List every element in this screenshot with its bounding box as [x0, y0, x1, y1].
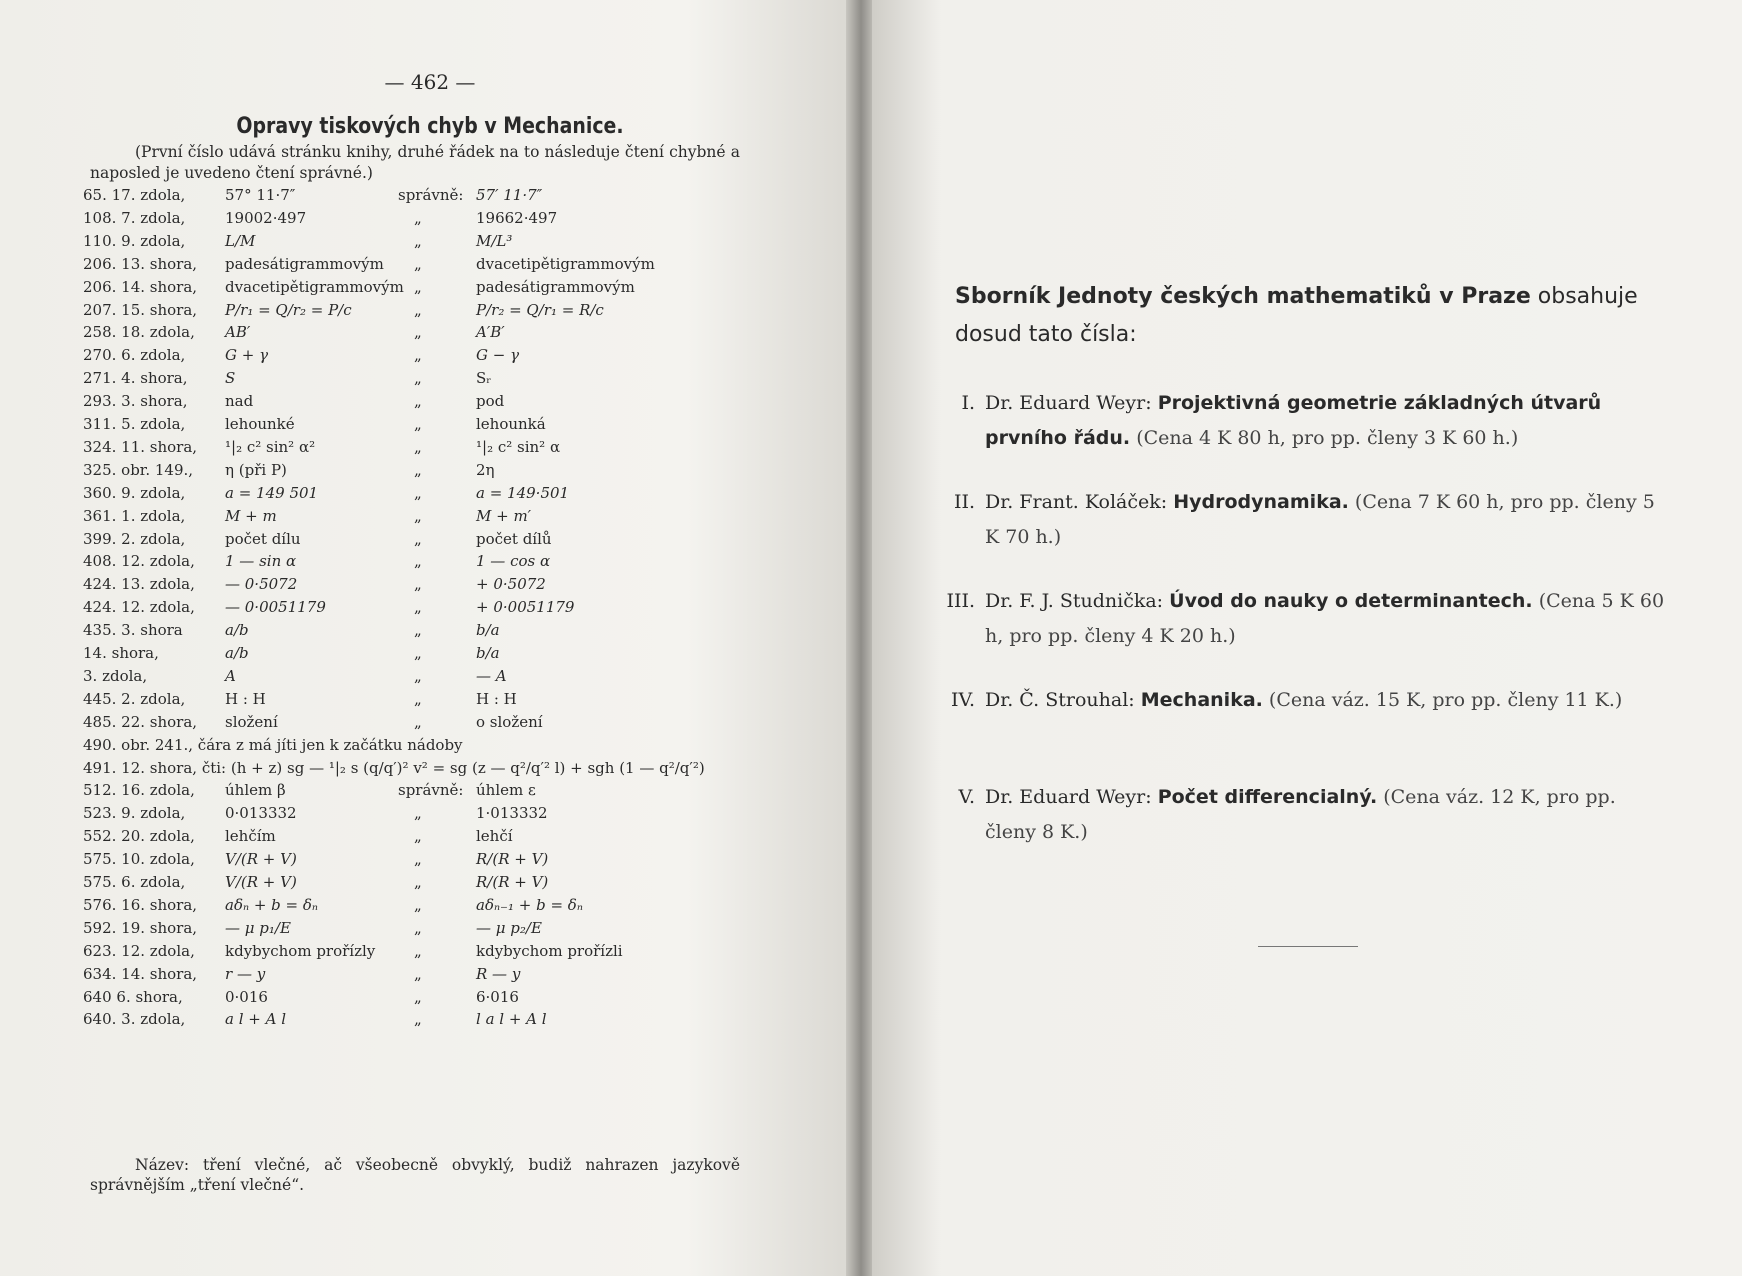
errata-mark: „: [414, 804, 422, 823]
left-page: [0, 0, 860, 1276]
errata-mark: „: [414, 850, 422, 869]
errata-correct: A′B′: [476, 323, 505, 342]
errata-correct: 1·013332: [476, 804, 548, 823]
errata-wrong: ¹|₂ c² sin² α²: [225, 437, 316, 456]
errata-row: [0, 988, 860, 1010]
errata-correct: R — y: [476, 964, 521, 983]
errata-mark: „: [414, 689, 422, 708]
errata-mark: „: [414, 529, 422, 548]
errata-correct: 19662·497: [476, 208, 558, 227]
publication-number: III.: [946, 590, 975, 612]
publication-price: (Cena 4 K 80 h, pro pp. členy 3 K 60 h.): [1136, 427, 1519, 449]
errata-correct: 6·016: [476, 987, 519, 1006]
errata-row: [0, 484, 860, 506]
page-number: — 462 —: [384, 70, 476, 94]
publication-author: Dr. Eduard Weyr:: [985, 392, 1152, 414]
errata-mark: „: [414, 231, 422, 250]
errata-row: [0, 278, 860, 300]
errata-wrong: 57° 11·7″: [225, 186, 296, 204]
errata-wrong: L/M: [225, 231, 256, 250]
publication-number: II.: [953, 491, 975, 513]
errata-location: 523. 9. zdola,: [83, 804, 186, 823]
errata-row: [0, 461, 860, 483]
errata-row: [0, 507, 860, 529]
errata-wrong: V/(R + V): [225, 850, 297, 869]
errata-location: 271. 4. shora,: [83, 369, 188, 388]
errata-correct: dvacetipětigrammovým: [476, 254, 655, 273]
publication-price: (Cena váz. 12 K, pro pp. členy 8 K.): [985, 786, 1616, 843]
page-title: Opravy tiskových chyb v Mechanice.: [236, 114, 624, 139]
errata-location: 110. 9. zdola,: [83, 231, 186, 250]
errata-location: 640 6. shora,: [83, 987, 183, 1006]
publication-item: [961, 386, 1665, 456]
errata-location: 399. 2. zdola,: [83, 529, 186, 548]
publications-heading-rest: obsahuje dosud tato čísla:: [955, 284, 1638, 347]
errata-row: [0, 919, 860, 941]
errata-correct: R/(R + V): [476, 850, 549, 869]
errata-correct: G − γ: [476, 346, 520, 365]
publication-item: [953, 485, 1665, 555]
errata-location: 592. 19. shora,: [83, 918, 198, 937]
errata-row: [0, 323, 860, 345]
publication-author: Dr. F. J. Studnička:: [985, 590, 1164, 612]
publication-title: Mechanika.: [1140, 689, 1263, 711]
errata-row: [0, 369, 860, 391]
errata-wrong: a l + A l: [225, 1010, 287, 1029]
errata-row: [0, 415, 860, 437]
errata-location: 424. 13. zdola,: [83, 575, 195, 594]
errata-mark: „: [414, 712, 422, 731]
errata-mark: „: [414, 873, 422, 891]
errata-wrong: — μ p₁/E: [225, 918, 291, 937]
errata-mark: „: [414, 941, 422, 960]
errata-correct: — μ p₂/E: [476, 918, 542, 937]
errata-location: 552. 20. zdola,: [83, 827, 195, 846]
errata-location: 575. 10. zdola,: [83, 850, 195, 869]
errata-row: [0, 713, 860, 735]
errata-wrong: kdybychom prořízly: [225, 941, 376, 960]
errata-location: 14. shora,: [83, 644, 159, 662]
errata-correct: — A: [476, 666, 507, 685]
errata-correct: l a l + A l: [476, 1010, 547, 1029]
errata-location: 258. 18. zdola,: [83, 323, 195, 342]
errata-correct: + 0·0051179: [476, 598, 575, 617]
errata-wrong: úhlem β: [225, 781, 286, 800]
publication-title: Hydrodynamika.: [1173, 491, 1349, 513]
errata-row: [0, 209, 860, 231]
errata-row: [0, 346, 860, 368]
errata-mark: správně:: [398, 781, 464, 800]
publications-heading: [955, 278, 1645, 354]
errata-correct: ¹|₂ c² sin² α: [476, 437, 561, 456]
errata-row: [0, 827, 860, 849]
publication-number: IV.: [951, 689, 975, 711]
errata-location: 360. 9. zdola,: [83, 483, 186, 502]
errata-wrong: H : H: [225, 689, 266, 708]
errata-mark: „: [414, 666, 422, 685]
errata-row: [0, 575, 860, 597]
errata-location: 3. zdola,: [83, 666, 148, 685]
errata-row: [0, 667, 860, 689]
errata-row: [0, 301, 860, 323]
footnote: Název: tření vlečné, ač všeobecně obvyklý, budiž nahrazen jazykově správnějším „tření vlečné“.: [90, 1156, 740, 1194]
errata-location: 206. 14. shora,: [83, 277, 198, 296]
errata-location: 311. 5. zdola,: [83, 415, 186, 433]
errata-note: (První číslo udává stránku knihy, druhé řádek na to následuje čtení chybné a naposled je uvedeno čtení správné.): [90, 143, 740, 182]
publication-item: [951, 683, 1665, 718]
errata-correct: počet dílů: [476, 529, 552, 548]
errata-mark: „: [414, 506, 422, 525]
errata-wrong: AB′: [225, 323, 251, 342]
errata-mark: „: [414, 987, 422, 1006]
errata-location: 361. 1. zdola,: [83, 506, 186, 525]
errata-row: [0, 255, 860, 277]
errata-wrong: a/b: [225, 644, 249, 662]
errata-wrong: lehčím: [225, 827, 276, 846]
errata-mark: „: [414, 277, 422, 296]
errata-wrong: a/b: [225, 621, 249, 640]
errata-row: [0, 690, 860, 712]
errata-location: 623. 12. zdola,: [83, 941, 195, 960]
errata-wrong: V/(R + V): [225, 873, 297, 891]
errata-location: 640. 3. zdola,: [83, 1010, 186, 1029]
errata-location: 408. 12. zdola,: [83, 552, 195, 571]
errata-location: 424. 12. zdola,: [83, 598, 195, 617]
divider: [1258, 946, 1358, 947]
errata-location: 485. 22. shora,: [83, 712, 198, 731]
errata-row: [0, 530, 860, 552]
errata-row: [0, 392, 860, 414]
errata-wrong: P/r₁ = Q/r₂ = P/c: [225, 300, 352, 319]
errata-correct: lehounká: [476, 415, 546, 433]
errata-wrong: A: [225, 666, 236, 685]
errata-correct: pod: [476, 392, 505, 411]
errata-mark: „: [414, 254, 422, 273]
errata-row: [0, 759, 860, 781]
errata-row: [0, 804, 860, 826]
errata-correct: lehčí: [476, 827, 513, 846]
errata-location: 512. 16. zdola,: [83, 781, 195, 800]
errata-location: 576. 16. shora,: [83, 895, 198, 914]
errata-wrong: lehounké: [225, 415, 295, 433]
errata-row: [0, 644, 860, 666]
errata-mark: „: [414, 827, 422, 846]
publication-author: Dr. Eduard Weyr:: [985, 786, 1152, 808]
errata-row: [0, 942, 860, 964]
publication-price: (Cena váz. 15 K, pro pp. členy 11 K.): [1268, 689, 1623, 711]
errata-correct: 2η: [476, 460, 495, 479]
errata-correct: kdybychom prořízli: [476, 941, 623, 960]
publication-title: Úvod do nauky o determinantech.: [1169, 590, 1533, 612]
errata-location: 435. 3. shora: [83, 621, 183, 640]
errata-correct: + 0·5072: [476, 575, 546, 594]
publication-title: Projektivná geometrie základných útvarů prvního řádu.: [985, 392, 1602, 449]
errata-wrong: 1 — sin α: [225, 552, 297, 571]
errata-wrong: S: [225, 369, 236, 388]
errata-mark: správně:: [398, 186, 464, 204]
errata-wrong: — 0·0051179: [225, 598, 326, 617]
errata-mark: „: [414, 918, 422, 937]
errata-location: 445. 2. zdola,: [83, 689, 186, 708]
errata-wrong: a = 149 501: [225, 483, 319, 502]
errata-mark: „: [414, 575, 422, 594]
errata-mark: „: [414, 300, 422, 319]
errata-wrong: η (při P): [225, 460, 287, 479]
errata-wrong: dvacetipětigrammovým: [225, 277, 404, 296]
errata-mark: „: [414, 644, 422, 662]
errata-location: 325. obr. 149.,: [83, 460, 194, 479]
errata-wrong: M + m: [225, 506, 277, 525]
errata-correct: R/(R + V): [476, 873, 549, 891]
errata-location: 206. 13. shora,: [83, 254, 198, 273]
errata-location: 324. 11. shora,: [83, 437, 198, 456]
errata-mark: „: [414, 369, 422, 388]
errata-mark: „: [414, 323, 422, 342]
publication-item: [958, 780, 1665, 850]
errata-row: [0, 186, 860, 208]
errata-correct: a = 149·501: [476, 483, 570, 502]
errata-correct: P/r₂ = Q/r₁ = R/c: [476, 300, 604, 319]
errata-location: 65. 17. zdola,: [83, 186, 186, 204]
errata-correct: o složení: [476, 712, 543, 731]
errata-wrong: počet dílu: [225, 529, 301, 548]
publications-heading-bold: Sborník Jednoty českých mathematiků v Praze: [955, 284, 1531, 309]
publication-title: Počet differencialný.: [1157, 786, 1378, 808]
publication-price: (Cena 7 K 60 h, pro pp. členy 5 K 70 h.): [985, 491, 1655, 548]
publication-author: Dr. Frant. Koláček:: [985, 491, 1168, 513]
errata-mark: „: [414, 598, 422, 617]
publication-number: I.: [961, 392, 975, 414]
errata-mark: „: [414, 415, 422, 433]
errata-row: [0, 621, 860, 643]
errata-row: [0, 232, 860, 254]
errata-mark: „: [414, 460, 422, 479]
errata-correct: 57′ 11·7″: [476, 186, 543, 204]
errata-correct: 1 — cos α: [476, 552, 551, 571]
errata-wrong: 0·016: [225, 987, 268, 1006]
errata-correct: M + m′: [476, 506, 532, 525]
publication-author: Dr. Č. Strouhal:: [985, 689, 1135, 711]
errata-location: 207. 15. shora,: [83, 300, 198, 319]
errata-wrong: nad: [225, 392, 254, 411]
errata-wrong: složení: [225, 712, 278, 731]
errata-row: [0, 598, 860, 620]
errata-correct: úhlem ε: [476, 781, 536, 800]
errata-row: [0, 873, 860, 895]
errata-wrong: aδₙ + b = δₙ: [225, 895, 318, 914]
errata-row: [0, 850, 860, 872]
errata-mark: „: [414, 208, 422, 227]
errata-correct: b/a: [476, 621, 500, 640]
errata-row: [0, 1010, 860, 1032]
publication-price: (Cena 5 K 60 h, pro pp. členy 4 K 20 h.): [985, 590, 1665, 647]
errata-row: [0, 965, 860, 987]
errata-location: 108. 7. zdola,: [83, 208, 186, 227]
errata-row: [0, 896, 860, 918]
errata-mark: „: [414, 437, 422, 456]
publication-item: [946, 584, 1665, 654]
errata-location: 293. 3. shora,: [83, 392, 188, 411]
errata-location: 575. 6. zdola,: [83, 873, 186, 891]
errata-wrong: 19002·497: [225, 208, 307, 227]
errata-location: 634. 14. shora,: [83, 964, 198, 983]
errata-mark: „: [414, 552, 422, 571]
errata-wrong: 0·013332: [225, 804, 297, 823]
errata-correct: M/L³: [476, 231, 513, 250]
errata-row: [0, 438, 860, 460]
errata-row: [0, 552, 860, 574]
errata-wrong: r — y: [225, 964, 266, 983]
errata-wrong: padesátigrammovým: [225, 254, 384, 273]
errata-row-text: 491. 12. shora, čti: (h + z) sg — ¹|₂ s (q/q′)² v² = sg (z — q²/q′² l) + sgh (1 — q²/q′²): [83, 758, 705, 777]
errata-mark: „: [414, 964, 422, 983]
errata-correct: b/a: [476, 644, 500, 662]
errata-row: [0, 736, 860, 758]
errata-mark: „: [414, 895, 422, 914]
errata-correct: Sᵣ: [476, 369, 492, 388]
errata-mark: „: [414, 483, 422, 502]
errata-mark: „: [414, 392, 422, 411]
errata-correct: H : H: [476, 689, 517, 708]
errata-correct: aδₙ₋₁ + b = δₙ: [476, 895, 583, 914]
errata-wrong: — 0·5072: [225, 575, 298, 594]
errata-row: [0, 781, 860, 803]
errata-wrong: G + γ: [225, 346, 269, 365]
errata-mark: „: [414, 1010, 422, 1029]
errata-row-text: 490. obr. 241., čára z má jíti jen k začátku nádoby: [83, 735, 463, 754]
errata-mark: „: [414, 621, 422, 640]
errata-location: 270. 6. zdola,: [83, 346, 186, 365]
errata-correct: padesátigrammovým: [476, 277, 635, 296]
publication-number: V.: [958, 786, 975, 808]
errata-mark: „: [414, 346, 422, 365]
